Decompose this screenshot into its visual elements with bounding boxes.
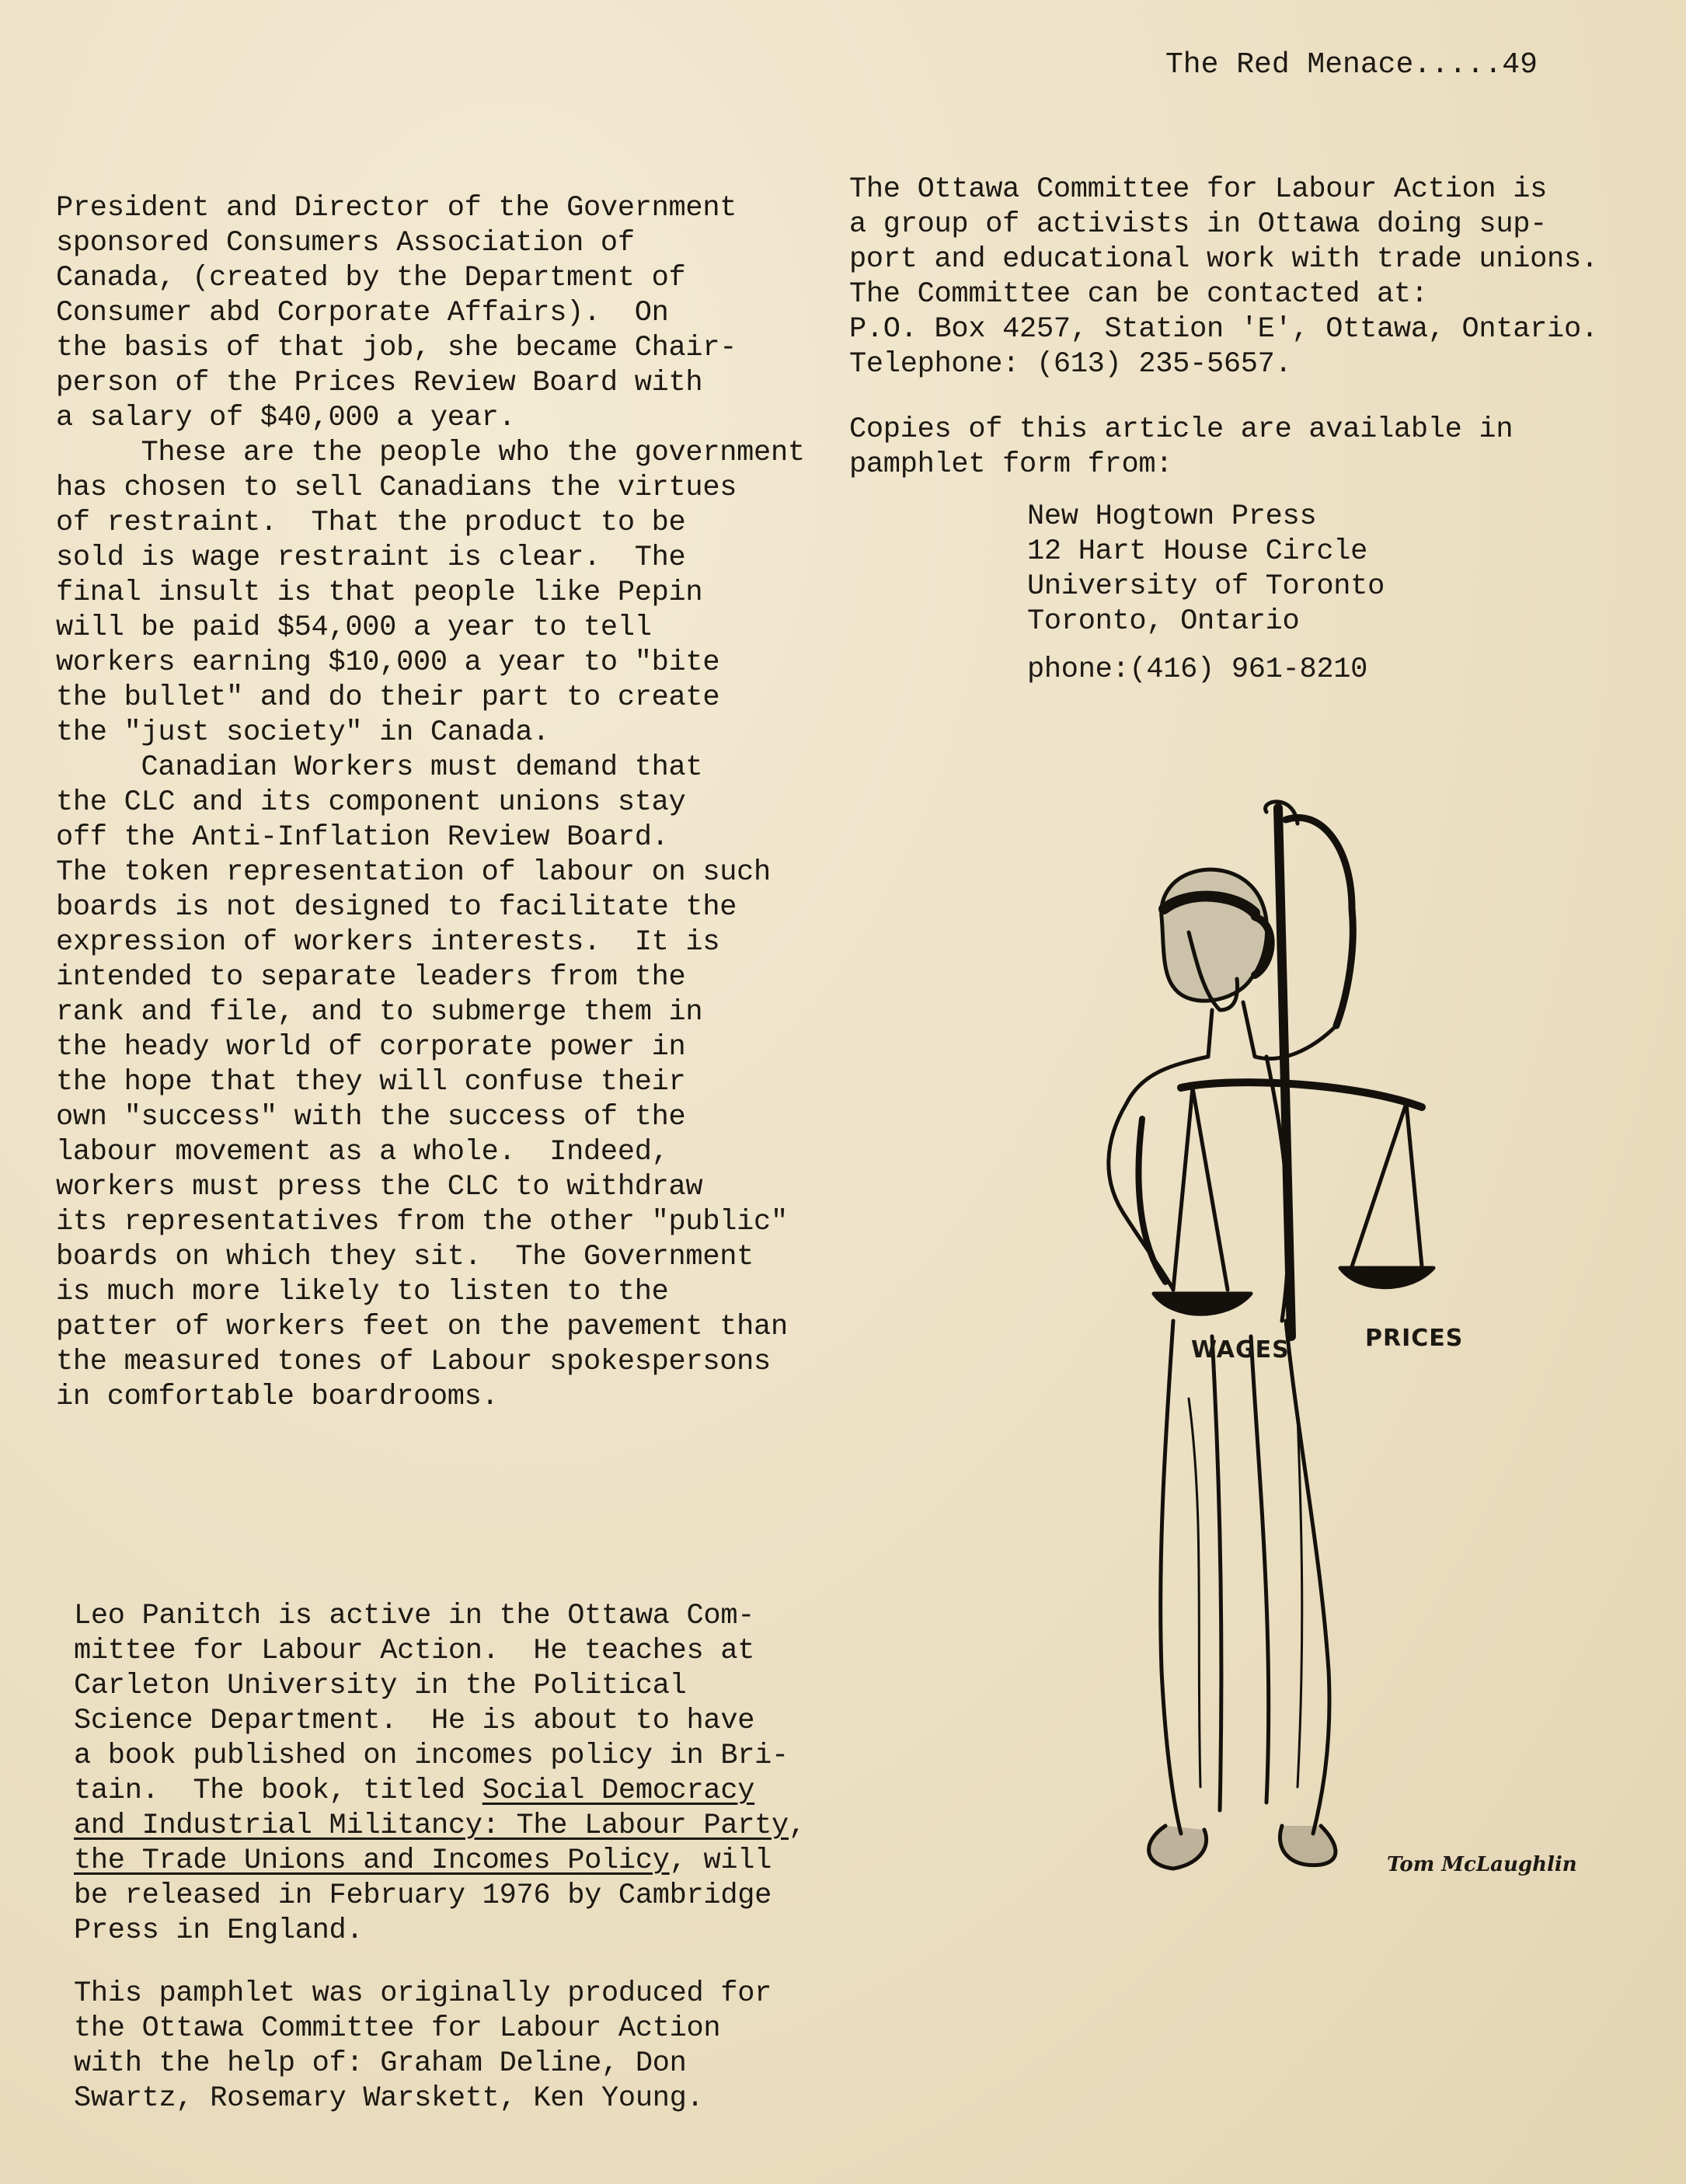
article-line: a salary of $40,000 a year. <box>56 402 516 434</box>
bio-text: Carleton University in the Political <box>74 1670 687 1702</box>
article-line: rank and file, and to submerge them in <box>56 996 703 1029</box>
article-line: These are the people who the government <box>56 437 805 469</box>
article-line: in comfortable boardrooms. <box>56 1381 499 1413</box>
bio-text: be released in February 1976 by Cambridge <box>74 1879 772 1912</box>
book-title-text: and Industrial Militancy: The Labour Party <box>74 1810 789 1842</box>
prices-label: PRICES <box>1365 1325 1464 1352</box>
committee-line: P.O. Box 4257, Station 'E', Ottawa, Ontario. <box>849 313 1598 346</box>
article-line: own "success" with the success of the <box>56 1101 686 1134</box>
bio-text: Science Department. He is about to have <box>74 1705 755 1737</box>
bio-line <box>74 1844 806 1879</box>
article-line: the heady world of corporate power in <box>56 1031 686 1064</box>
article-line: the CLC and its component unions stay <box>56 786 686 819</box>
bio-line <box>74 1669 806 1704</box>
address-line: Toronto, Ontario <box>1027 605 1300 638</box>
article-line: its representatives from the other "public" <box>56 1206 788 1238</box>
article-line: the basis of that job, she became Chair- <box>56 332 737 364</box>
article-line: President and Director of the Government <box>56 192 737 225</box>
bio-line <box>74 1704 806 1739</box>
bio-text: , will <box>669 1844 772 1877</box>
article-line: the measured tones of Labour spokespersons <box>56 1346 771 1378</box>
article-line: is much more likely to listen to the <box>56 1276 669 1308</box>
article-line: Canada, (created by the Department of <box>56 262 686 294</box>
author-bio <box>74 1599 806 1949</box>
bio-text: , <box>788 1810 806 1842</box>
bio-line <box>74 1599 806 1634</box>
address-line: 12 Hart House Circle <box>1027 535 1368 568</box>
address-line: University of Toronto <box>1027 570 1385 603</box>
bio-text: tain. The book, titled <box>74 1775 482 1807</box>
copies-line: Copies of this article are available in <box>849 413 1514 446</box>
bio-text: mittee for Labour Action. He teaches at <box>74 1635 755 1667</box>
bio-line <box>74 1879 806 1914</box>
article-line: boards is not designed to facilitate the <box>56 891 737 924</box>
credits-line: This pamphlet was originally produced for <box>74 1977 772 2010</box>
article-line: Canadian Workers must demand that <box>56 751 703 784</box>
publisher-phone: phone:(416) 961-8210 <box>1027 653 1368 686</box>
article-line: workers earning $10,000 a year to "bite <box>56 646 720 679</box>
article-line: sold is wage restraint is clear. The <box>56 542 686 574</box>
bio-text: Leo Panitch is active in the Ottawa Com- <box>74 1600 755 1632</box>
article-line: the bullet" and do their part to create <box>56 681 720 714</box>
page-header: The Red Menace.....49 <box>1165 48 1538 82</box>
credits-line: with the help of: Graham Deline, Don <box>74 2047 687 2080</box>
article-body <box>56 191 805 1415</box>
artist-signature: Tom McLaughlin <box>1387 1853 1577 1876</box>
article-line: of restraint. That the product to be <box>56 507 686 539</box>
article-line: patter of workers feet on the pavement than <box>56 1311 788 1343</box>
article-line: off the Anti-Inflation Review Board. <box>56 821 669 854</box>
committee-line: a group of activists in Ottawa doing sup- <box>849 208 1548 241</box>
book-title-text: the Trade Unions and Incomes Policy <box>74 1844 670 1877</box>
article-line: sponsored Consumers Association of <box>56 227 635 260</box>
wages-label: WAGES <box>1191 1336 1290 1364</box>
bio-line <box>74 1914 806 1949</box>
committee-line: The Committee can be contacted at: <box>849 278 1428 311</box>
bio-text: a book published on incomes policy in Bri- <box>74 1740 789 1772</box>
article-line: the hope that they will confuse their <box>56 1066 686 1099</box>
bio-line <box>74 1739 806 1774</box>
article-line: the "just society" in Canada. <box>56 716 550 749</box>
article-line: Consumer abd Corporate Affairs). On <box>56 297 669 329</box>
committee-info <box>849 172 1598 382</box>
committee-line: The Ottawa Committee for Labour Action is <box>849 173 1548 206</box>
bio-text: Press in England. <box>74 1914 364 1947</box>
copies-notice <box>849 413 1513 482</box>
credits-line: Swartz, Rosemary Warskett, Ken Young. <box>74 2082 704 2115</box>
bio-line <box>74 1774 806 1809</box>
article-line: The token representation of labour on such <box>56 856 771 889</box>
article-line: boards on which they sit. The Government <box>56 1241 754 1273</box>
article-line: will be paid $54,000 a year to tell <box>56 611 652 644</box>
article-line: has chosen to sell Canadians the virtues <box>56 472 737 504</box>
article-line: expression of workers interests. It is <box>56 926 720 959</box>
lady-justice-illustration <box>987 777 1593 1927</box>
bio-line <box>74 1809 806 1844</box>
book-title-text: Social Democracy <box>482 1775 755 1807</box>
article-line: final insult is that people like Pepin <box>56 576 703 609</box>
address-line: New Hogtown Press <box>1027 500 1317 533</box>
article-line: person of the Prices Review Board with <box>56 367 703 399</box>
publisher-address <box>1027 500 1385 639</box>
committee-line: Telephone: (613) 235-5657. <box>849 348 1292 381</box>
credits-line: the Ottawa Committee for Labour Action <box>74 2012 721 2045</box>
credits <box>74 1977 772 2116</box>
article-line: intended to separate leaders from the <box>56 961 686 994</box>
copies-line: pamphlet form from: <box>849 448 1173 481</box>
committee-line: port and educational work with trade unions. <box>849 243 1598 276</box>
bio-line <box>74 1634 806 1669</box>
article-line: workers must press the CLC to withdraw <box>56 1171 703 1203</box>
article-line: labour movement as a whole. Indeed, <box>56 1136 669 1169</box>
